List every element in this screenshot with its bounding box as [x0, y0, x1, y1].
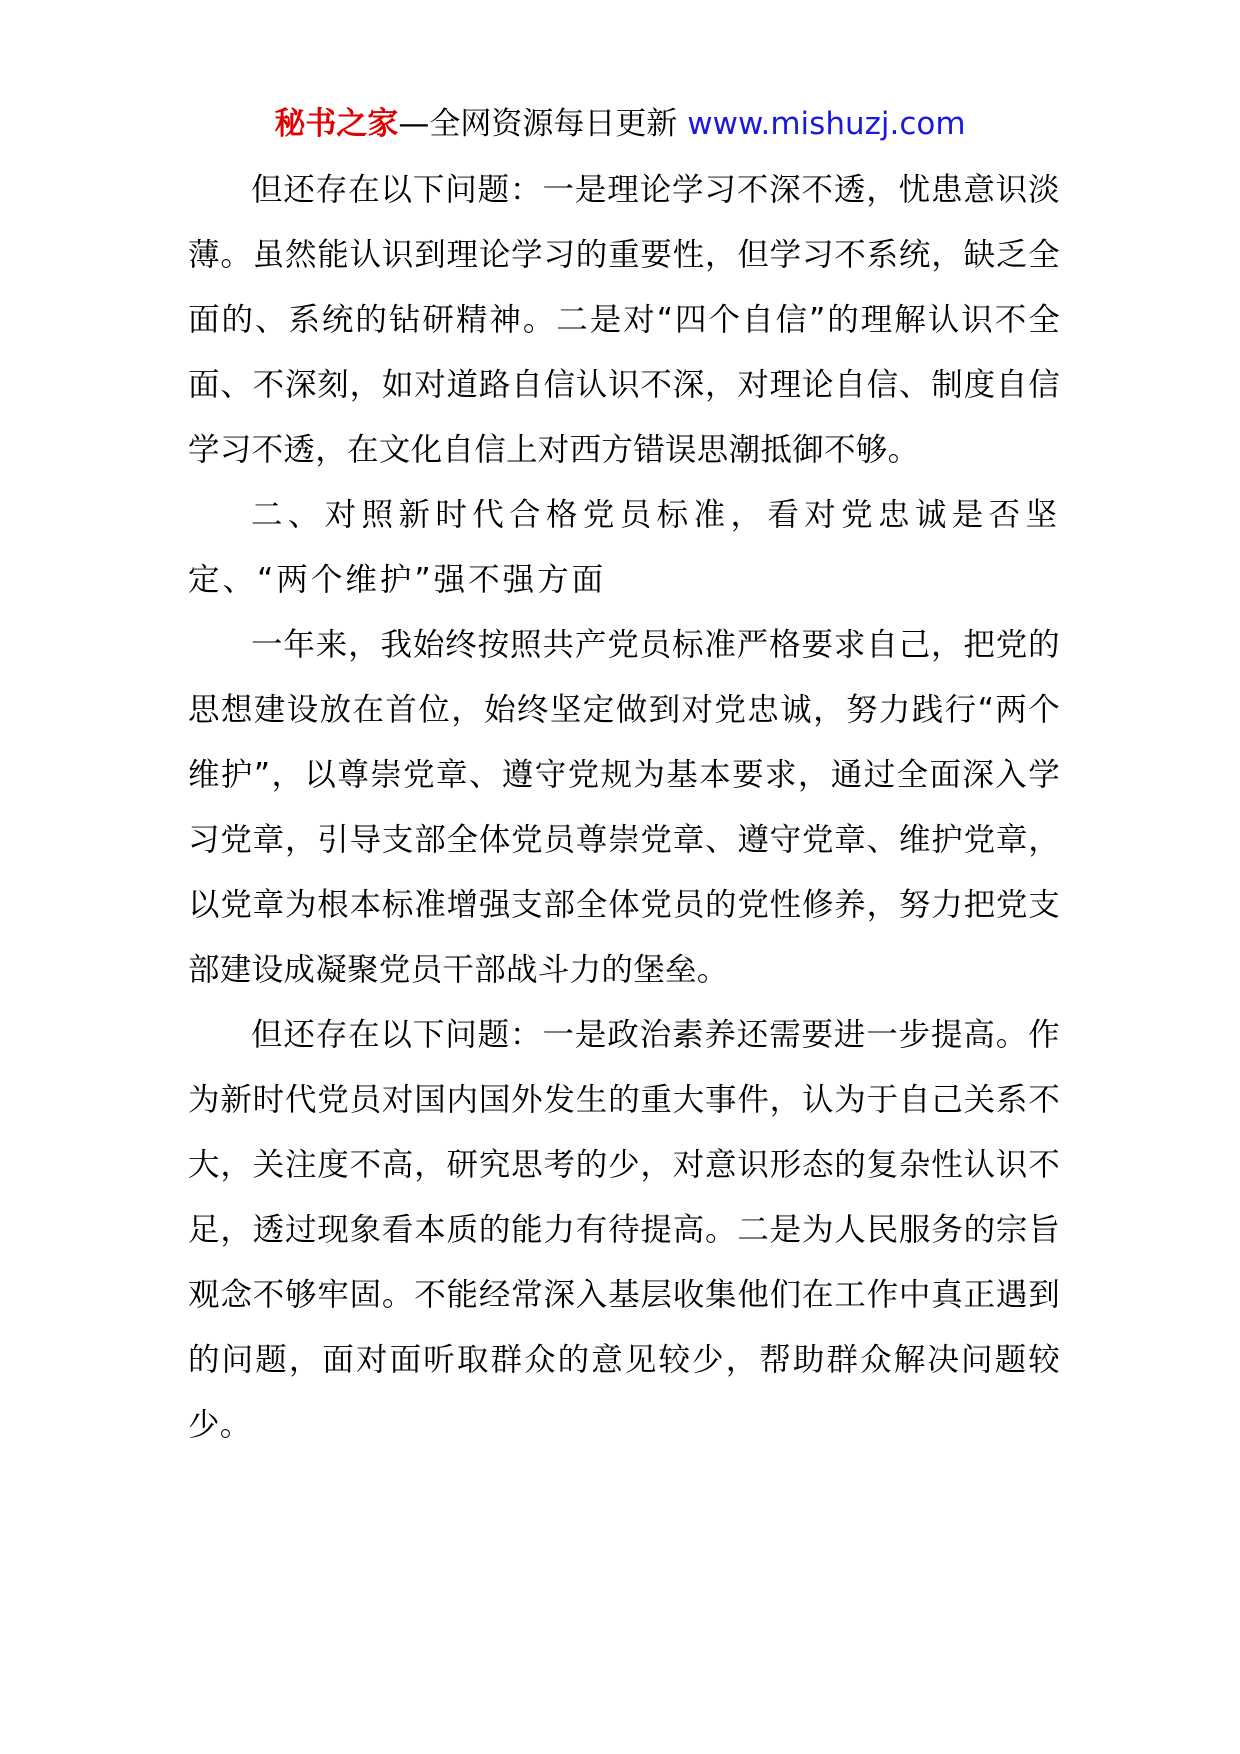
- brand-name: 秘书之家: [274, 106, 399, 142]
- document-body: [188, 158, 1060, 1458]
- paragraph-problems-political: 但还存在以下问题：一是政治素养还需要进一步提高。作为新时代党员对国内国外发生的重大事件，认为于自己关系不大，关注度不高，研究思考的少，对意识形态的复杂性认识不足，透过现象看本质的能力有待提高。二是为人民服务的宗旨观念不够牢固。不能经常深入基层收集他们在工作中真正遇到的问题，面对面听取群众的意见较少，帮助群众解决问题较少。: [188, 1017, 1060, 1443]
- website-link[interactable]: www.mishuzj.com: [687, 106, 966, 142]
- section-heading: 二、对照新时代合格党员标准，看对党忠诚是否坚定、“两个维护”强不强方面: [188, 497, 1060, 598]
- watermark-header: [0, 100, 1240, 148]
- paragraph-problems-theory: 但还存在以下问题：一是理论学习不深不透，忧患意识淡薄。虽然能认识到理论学习的重要性，但学习不系统，缺乏全面的、系统的钻研精神。二是对“四个自信”的理解认识不全面、不深刻，如对道路自信认识不深，对理论自信、制度自信学习不透，在文化自信上对西方错误思潮抵御不够。: [188, 172, 1060, 468]
- paragraph-loyalty: 一年来，我始终按照共产党员标准严格要求自己，把党的思想建设放在首位，始终坚定做到对党忠诚，努力践行“两个维护”，以尊崇党章、遵守党规为基本要求，通过全面深入学习党章，引导支部全体党员尊崇党章、遵守党章、维护党章，以党章为根本标准增强支部全体党员的党性修养，努力把党支部建设成凝聚党员干部战斗力的堡垒。: [188, 627, 1060, 988]
- header-slogan: —全网资源每日更新: [398, 106, 688, 142]
